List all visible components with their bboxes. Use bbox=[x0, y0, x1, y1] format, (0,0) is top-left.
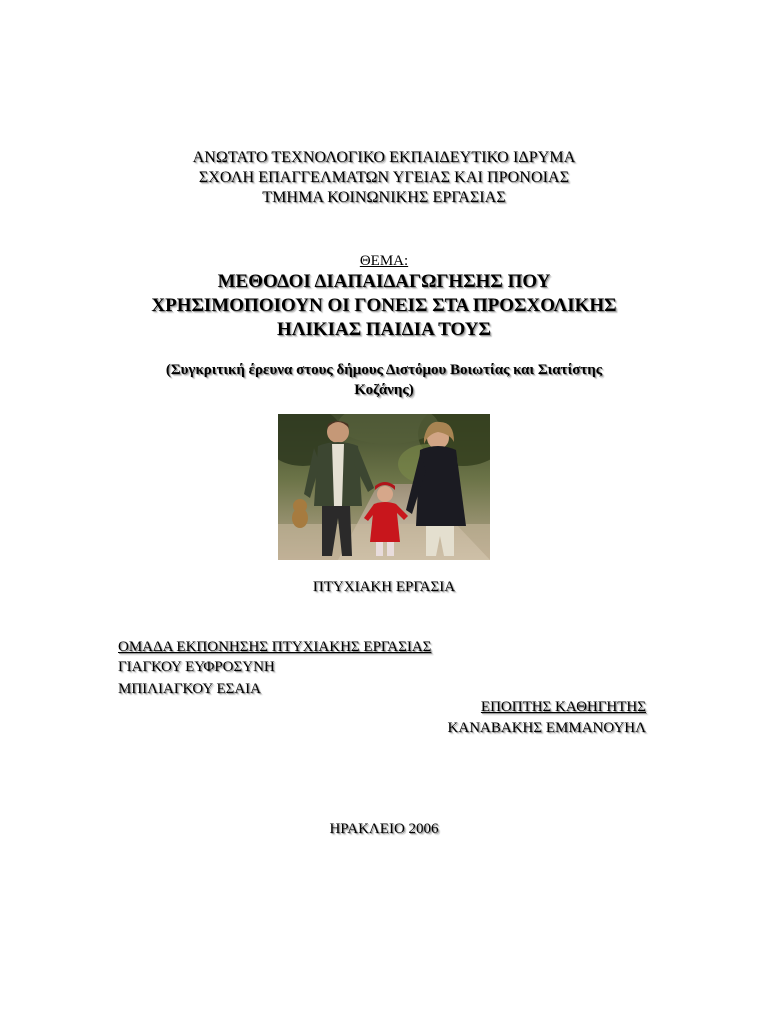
thesis-label: ΠΤΥΧΙΑΚΗ ΕΡΓΑΣΙΑ bbox=[312, 579, 456, 595]
place-year: ΗΡΑΚΛΕΙΟ 2006 bbox=[329, 821, 439, 837]
subtitle-line-2: Κοζάνης) bbox=[354, 382, 414, 398]
institution-line-2: ΣΧΟΛΗ ΕΠΑΓΓΕΛΜΑΤΩΝ ΥΓΕΙΑΣ ΚΑΙ ΠΡΟΝΟΙΑΣ bbox=[198, 169, 570, 186]
team-member-1: ΓΙΑΓΚΟΥ ΕΥΦΡΟΣΥΝΗ bbox=[118, 659, 275, 675]
supervisor-name: ΚΑΝΑΒΑΚΗΣ ΕΜΜΑΝΟΥΗΛ bbox=[447, 720, 646, 736]
topic-label: ΘΕΜΑ: bbox=[359, 253, 409, 269]
title-line-1: ΜΕΘΟΔΟΙ ΔΙΑΠΑΙΔΑΓΩΓΗΣΗΣ ΠΟΥ bbox=[217, 271, 551, 292]
institution-line-3: ΤΜΗΜΑ ΚΟΙΝΩΝΙΚΗΣ ΕΡΓΑΣΙΑΣ bbox=[262, 189, 506, 206]
team-member-2: ΜΠΙΛΙΑΓΚΟΥ ΕΣΑΙΑ bbox=[118, 681, 262, 697]
title-line-3: ΗΛΙΚΙΑΣ ΠΑΙΔΙΑ ΤΟΥΣ bbox=[277, 319, 491, 340]
family-photo bbox=[278, 414, 490, 560]
team-heading: ΟΜΑΔΑ ΕΚΠΟΝΗΣΗΣ ΠΤΥΧΙΑΚΗΣ ΕΡΓΑΣΙΑΣ bbox=[118, 639, 432, 655]
institution-line-1: ΑΝΩΤΑΤΟ ΤΕΧΝΟΛΟΓΙΚΟ ΕΚΠΑΙΔΕΥΤΙΚΟ ΙΔΡΥΜΑ bbox=[192, 149, 576, 166]
subtitle-line-1: (Συγκριτική έρευνα στους δήμους Διστόμου Βοιωτίας και Σιατίστης bbox=[165, 362, 603, 378]
supervisor-heading: ΕΠΟΠΤΗΣ ΚΑΘΗΓΗΤΗΣ bbox=[480, 699, 646, 715]
title-line-2: ΧΡΗΣΙΜΟΠΟΙΟΥΝ ΟΙ ΓΟΝΕΙΣ ΣΤΑ ΠΡΟΣΧΟΛΙΚΗΣ bbox=[151, 295, 617, 316]
